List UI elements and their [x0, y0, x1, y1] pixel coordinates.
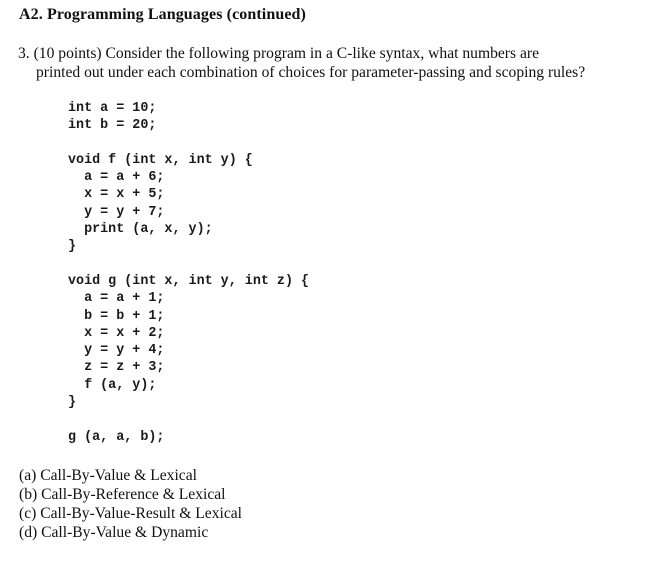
code-line: print (a, x, y);: [68, 222, 213, 238]
code-line: void g (int x, int y, int z) {: [68, 273, 310, 289]
code-line: g (a, a, b);: [68, 429, 165, 445]
code-line: [68, 256, 309, 273]
choice-b: (b) Call-By-Reference & Lexical: [19, 486, 226, 503]
code-line: y = y + 7;: [68, 204, 165, 220]
code-block: [68, 100, 309, 446]
code-line: void f (int x, int y) {: [68, 152, 253, 168]
code-line: x = x + 5;: [68, 187, 165, 203]
code-line: }: [68, 395, 77, 411]
code-line: y = y + 4;: [68, 343, 165, 359]
code-line: int a = 10;: [68, 101, 157, 116]
code-line: int b = 20;: [68, 118, 157, 134]
question-line-1: 3. (10 points) Consider the following program in a C-like syntax, what numbers are: [18, 45, 539, 62]
code-line: b = b + 1;: [68, 308, 165, 324]
code-line: a = a + 6;: [68, 170, 165, 186]
question-line-2: printed out under each combination of choices for parameter-passing and scoping rules?: [36, 64, 586, 81]
section-heading: A2. Programming Languages (continued): [19, 6, 306, 23]
choice-a: (a) Call-By-Value & Lexical: [19, 467, 197, 484]
code-line: x = x + 2;: [68, 325, 165, 341]
code-line: [68, 411, 309, 428]
code-line: [68, 135, 309, 152]
question-text: [18, 44, 648, 82]
choice-d: (d) Call-By-Value & Dynamic: [19, 524, 209, 541]
code-line: a = a + 1;: [68, 291, 165, 307]
choices-list: [19, 466, 242, 542]
code-line: }: [68, 239, 77, 255]
code-line: f (a, y);: [68, 377, 157, 393]
choice-c: (c) Call-By-Value-Result & Lexical: [19, 505, 243, 522]
code-line: z = z + 3;: [68, 360, 165, 376]
